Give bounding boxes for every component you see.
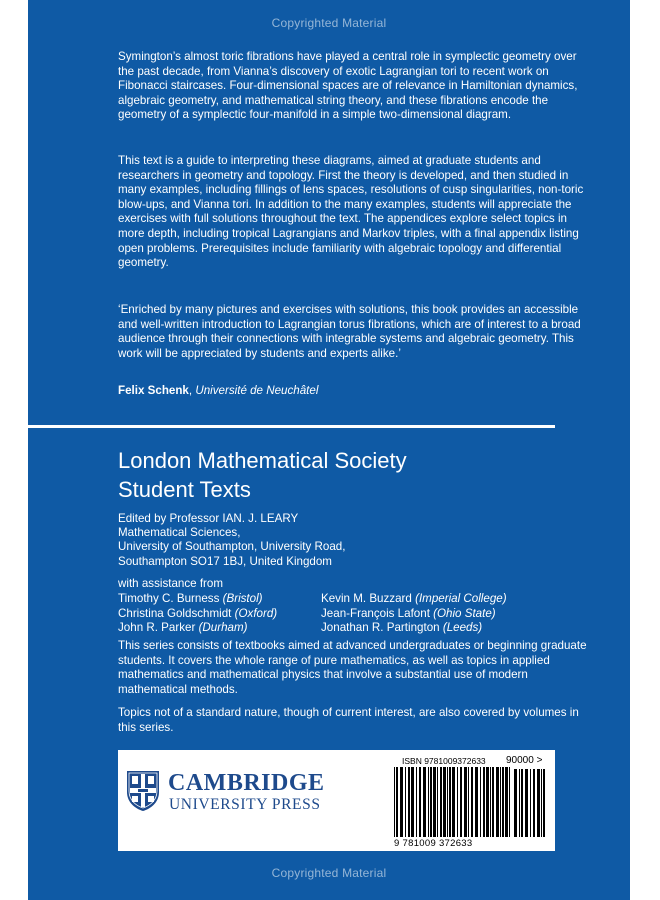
barcode-bar [400,767,403,837]
assistant-editor: Kevin M. Buzzard (Imperial College) [321,592,507,605]
barcode-bar [486,767,489,837]
publisher-name: CAMBRIDGE [168,770,325,796]
assistant-editor: Jonathan R. Partington (Leeds) [321,621,483,635]
barcode-bar [464,767,467,837]
barcode-bar [394,767,395,837]
barcode-bar [502,767,504,837]
barcode-bar [437,767,438,837]
barcode-bar [537,769,540,837]
assistant-editor: John R. Parker (Durham) [118,621,248,635]
barcode-digits: 9 781009 372633 [394,838,473,849]
barcode-bar [452,767,455,837]
barcode-bar [468,767,469,837]
assistance-label: with assistance from [118,577,224,590]
barcode-bar [460,767,462,837]
shield-icon [126,770,160,812]
barcode-bar [433,767,436,837]
cambridge-logo [126,770,326,820]
isbn-barcode [394,767,512,837]
series-note: Topics not of a standard nature, though of current interest, are also covered by volumes in this series. [118,706,579,734]
barcode-bar [475,767,478,837]
barcode-bar [519,769,520,837]
barcode-bar [411,767,414,837]
barcode-bar [423,767,426,837]
barcode-bar [543,769,545,837]
addon-barcode [514,769,548,837]
barcode-bar [430,767,432,837]
assistant-editor: Christina Goldschmidt (Oxford) [118,606,278,620]
barcode-bar [505,767,508,837]
endorser-name: Felix Schenk [118,384,189,397]
barcode-bar [457,767,458,837]
series-title-line-2: Student Texts [118,477,251,502]
barcode-bar [416,767,417,837]
back-cover [28,0,630,900]
barcode-bar [483,767,485,837]
endorser-affiliation: Université de Neuchâtel [195,384,319,397]
barcode-panel [118,750,555,851]
barcode-bar [514,769,517,837]
series-editor [118,512,345,569]
barcode-bar [509,767,510,837]
editor-line: Edited by Professor IAN. J. LEARY [118,512,299,525]
assistant-editors [118,592,598,636]
barcode-bar [447,767,448,837]
isbn-label: ISBN 9781009372633 [402,756,486,766]
barcode-bar [525,769,528,837]
barcode-bar [521,769,523,837]
barcode-bar [480,767,481,837]
barcode-bar [490,767,491,837]
editor-line: Mathematical Sciences, [118,526,241,540]
barcode-bar [405,767,406,837]
series-title-line-1: London Mathematical Society [118,448,407,473]
endorser: Felix Schenk, Université de Neuchâtel [118,384,319,397]
barcode-bar [449,767,451,837]
blurb-paragraph-2: This text is a guide to interpreting these diagrams, aimed at graduate students and researchers in geometry and topology. First the theory is developed, and then studied in many examples, including fillings of lens spaces, resolutions of cusp singularities, non-toric blow-ups, and Vianna tori. In addition to the many examples, students will appreciate the exercises with full solutions throughout the text. The appendices explore select topics in more depth, including tropical Lagrangians and Markov triples, with a final appendix listing open problems. Prerequisites include familiarity with algebraic topology and differential geometry. [118,154,584,270]
publisher-subtitle: UNIVERSITY PRESS [169,796,321,813]
blurb-paragraph-1: Symington’s almost toric fibrations have played a central role in symplectic geometry over the past decade, from Vianna’s discovery of exotic Lagrangian tori to recent work on Fibonacci staircases. Four-dimensional spaces are of relevance in Hamiltonian dynamics, algebraic geometry, and mathematical string theory, and these fibrations encode the geometry of a symplectic four-manifold in a simple two-dimensional diagram. [118,50,578,122]
watermark-bottom: Copyrighted Material [271,866,387,880]
series-title [118,446,588,504]
watermark-top: Copyrighted Material [271,16,387,30]
barcode-bar [541,769,542,837]
barcode-bar [408,767,410,837]
barcode-bar [500,767,501,837]
price-code: 90000 > [506,755,543,766]
editor-line: University of Southampton, University Road, [118,540,346,554]
series-description: This series consists of textbooks aimed at advanced undergraduates or beginning graduate students. It covers the whole range of pure mathematics, as well as topics in applied mathematics and mathematical physics that involve a substantial use of modern mathematical methods. [118,639,587,696]
assistant-editor: Jean-François Lafont (Ohio State) [321,606,496,620]
barcode-bar [530,769,531,837]
barcode-bar [492,767,494,837]
divider-rule [28,425,555,428]
barcode-bar [419,767,421,837]
barcode-bar [496,767,499,837]
barcode-bar [440,767,442,837]
barcode-bar [471,767,473,837]
endorsement-quote: ‘Enriched by many pictures and exercises with solutions, this book provides an accessible and well-written introduction to Lagrangian torus fibrations, which are of interest to a broad audience through their connections with integrable systems and algebraic geometry. This work will be appreciated by students and experts alike.’ [118,303,581,360]
barcode-bar [396,767,398,837]
assistant-editor: Timothy C. Burness (Bristol) [118,592,263,605]
editor-line: Southampton SO17 1BJ, United Kingdom [118,554,332,568]
barcode-bar [443,767,446,837]
barcode-bar [428,767,429,837]
barcode-bar [533,769,535,837]
